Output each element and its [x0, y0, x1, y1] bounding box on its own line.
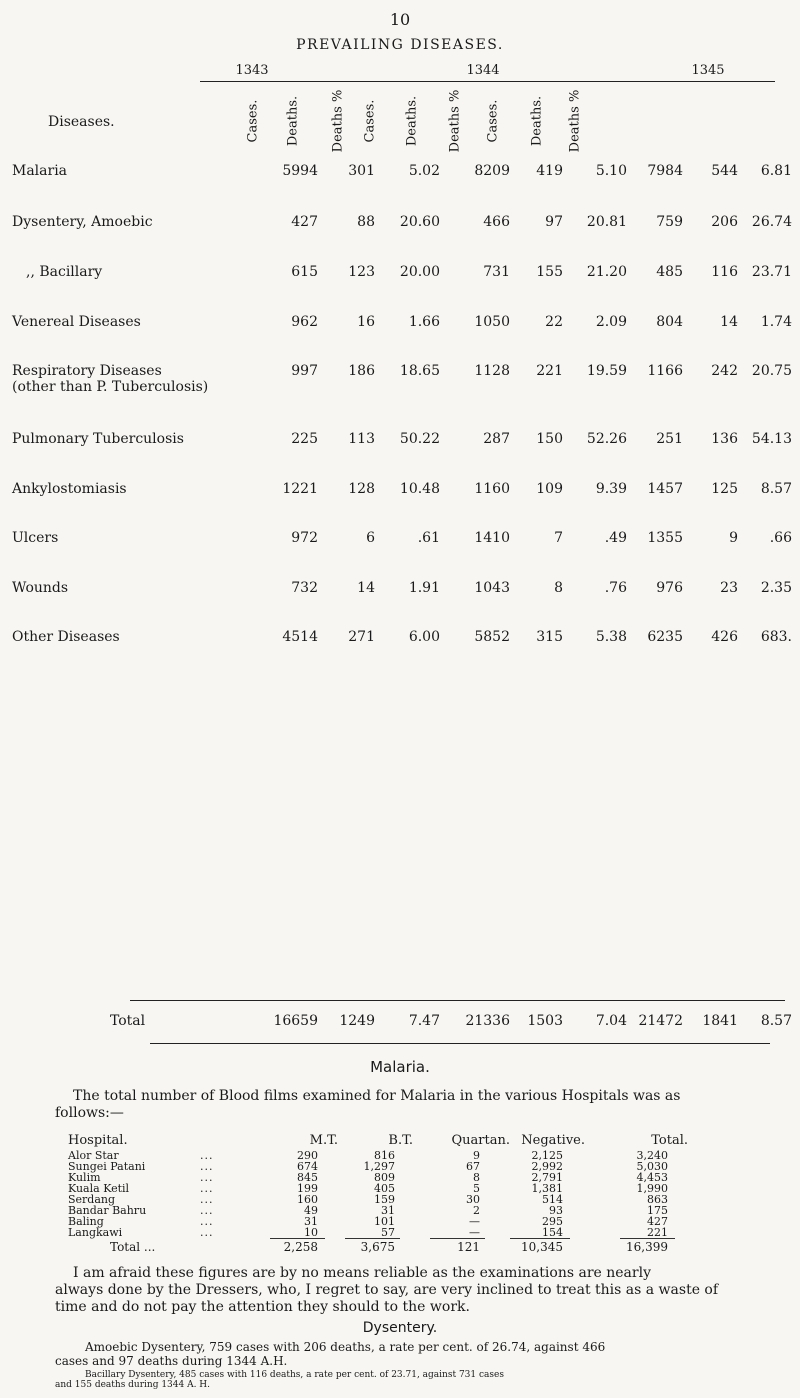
amoebic-line: cases and 97 deaths during 1344 A.H. [55, 1354, 288, 1368]
table-cell: 976 [656, 580, 683, 596]
table-cell: 544 [711, 163, 738, 179]
malaria-cell: 290 [297, 1149, 318, 1162]
malaria-cell: 93 [549, 1204, 563, 1217]
malaria-cell: 2,992 [531, 1160, 563, 1173]
malaria-cell: 9 [473, 1149, 480, 1162]
column-header-label: Cases. [485, 99, 501, 143]
column-header-label: Deaths % [330, 89, 346, 153]
table-cell: 116 [711, 264, 738, 280]
diseases-column-header: Diseases. [48, 114, 115, 130]
leader-dots: ... [200, 1182, 214, 1195]
table-cell: 8.57 [760, 1013, 792, 1029]
disease-name: Total [110, 1013, 146, 1029]
malaria-note [55, 1265, 745, 1316]
hospital-name: Langkawi [68, 1226, 123, 1239]
table-cell: 615 [291, 264, 318, 280]
malaria-column-header: Total. [651, 1133, 688, 1148]
malaria-column-header: B.T. [388, 1133, 413, 1148]
disease-name: Other Diseases [12, 629, 120, 645]
table-cell: 123 [348, 264, 375, 280]
malaria-cell: 514 [542, 1193, 563, 1206]
malaria-total-rule [270, 1238, 325, 1239]
total-bottom-rule [150, 1043, 770, 1044]
disease-name: ,, Bacillary [26, 264, 103, 280]
hospital-name: Serdang [68, 1193, 116, 1206]
table-cell: 7 [554, 530, 563, 546]
table-cell: 1.91 [408, 580, 440, 596]
malaria-column-header: Negative. [521, 1133, 585, 1148]
leader-dots: ... [200, 1215, 214, 1228]
bacillary-line: and 155 deaths during 1344 A. H. [55, 1380, 211, 1390]
table-cell: 1221 [282, 481, 318, 497]
leader-dots: ... [200, 1193, 214, 1206]
table-cell: 225 [291, 431, 318, 447]
malaria-total-cell: 10,345 [521, 1240, 563, 1254]
note-line: I am afraid these figures are by no means reliable as the examinations are nearly [73, 1265, 651, 1281]
malaria-cell: 2 [473, 1204, 480, 1217]
malaria-cell: 8 [473, 1171, 480, 1184]
year-headers [0, 63, 800, 79]
malaria-cell: 199 [297, 1182, 318, 1195]
table-cell: 997 [291, 363, 318, 379]
table-cell: 150 [536, 431, 563, 447]
table-cell: 18.65 [399, 363, 440, 379]
table-cell: 426 [711, 629, 738, 645]
column-header [278, 92, 308, 150]
table-cell: 759 [656, 214, 683, 230]
table-cell: 6 [366, 530, 375, 546]
table-cell: 287 [483, 431, 510, 447]
dysentery-heading: Dysentery. [362, 1320, 438, 1336]
table-cell: 20.60 [399, 214, 440, 230]
table-cell: 251 [656, 431, 683, 447]
leader-dots: ... [200, 1149, 214, 1162]
year-1343: 1343 [235, 63, 269, 78]
table-cell: 1355 [647, 530, 683, 546]
column-header-label: Deaths % [447, 89, 463, 153]
malaria-total-rule [510, 1238, 570, 1239]
table-cell: 20.81 [586, 214, 627, 230]
year-1345: 1345 [691, 63, 725, 78]
table-cell: 1.66 [408, 314, 440, 330]
column-header-label: Cases. [362, 99, 378, 143]
malaria-cell: — [469, 1226, 480, 1239]
table-cell: 22 [545, 314, 563, 330]
malaria-total-cell: 16,399 [626, 1240, 668, 1254]
table-cell: 8 [554, 580, 563, 596]
leader-dots: ... [200, 1160, 214, 1173]
malaria-total-label: Total ... [110, 1240, 156, 1254]
table-cell: 315 [536, 629, 563, 645]
table-cell: 5.02 [408, 163, 440, 179]
malaria-cell: 295 [542, 1215, 563, 1228]
table-cell: .61 [417, 530, 440, 546]
table-cell: 16659 [273, 1013, 318, 1029]
malaria-total-cell: 3,675 [360, 1240, 395, 1254]
amoebic-paragraph [55, 1340, 745, 1368]
table-cell: 6.81 [760, 163, 792, 179]
year-1344: 1344 [466, 63, 500, 78]
amoebic-line: Amoebic Dysentery, 759 cases with 206 deaths, a rate per cent. of 26.74, against 466 [85, 1340, 606, 1354]
table-cell: 16 [357, 314, 375, 330]
disease-name: Pulmonary Tuberculosis [12, 431, 184, 447]
malaria-cell: 67 [466, 1160, 480, 1173]
note-line: always done by the Dressers, who, I regret to say, are very inclined to treat this as a waste of [55, 1282, 719, 1298]
column-header-label: Deaths % [567, 89, 583, 153]
page-number: 10 [389, 10, 411, 29]
malaria-cell: 1,990 [636, 1182, 668, 1195]
column-header-label: Deaths. [529, 95, 545, 147]
table-cell: 1043 [474, 580, 510, 596]
table-cell: 14 [720, 314, 738, 330]
disease-name: Wounds [12, 580, 69, 596]
table-cell: 109 [536, 481, 563, 497]
table-cell: 8.57 [760, 481, 792, 497]
malaria-cell: — [469, 1215, 480, 1228]
table-cell: 972 [291, 530, 318, 546]
malaria-cell: 10 [304, 1226, 318, 1239]
table-cell: 206 [711, 214, 738, 230]
malaria-total-rule [620, 1238, 675, 1239]
malaria-cell: 160 [297, 1193, 318, 1206]
malaria-cell: 405 [374, 1182, 395, 1195]
leader-dots: ... [200, 1171, 214, 1184]
column-header [397, 92, 427, 150]
malaria-cell: 2,791 [531, 1171, 563, 1184]
malaria-cell: 30 [466, 1193, 480, 1206]
malaria-total-rule [345, 1238, 400, 1239]
table-cell: 6235 [647, 629, 683, 645]
malaria-heading: Malaria. [370, 1058, 430, 1076]
malaria-cell: 175 [647, 1204, 668, 1217]
malaria-intro-line: The total number of Blood films examined for Malaria in the various Hospitals was as [73, 1088, 681, 1104]
hospital-name: Kulim [68, 1171, 101, 1184]
malaria-cell: 221 [647, 1226, 668, 1239]
table-cell: 20.00 [399, 264, 440, 280]
page-title: PREVAILING DISEASES. [296, 37, 504, 53]
table-cell: 54.13 [751, 431, 792, 447]
malaria-total-cell: 2,258 [283, 1240, 318, 1254]
malaria-cell: 3,240 [636, 1149, 668, 1162]
malaria-cell: 863 [647, 1193, 668, 1206]
hospital-name: Alor Star [68, 1149, 119, 1162]
table-cell: 1160 [474, 481, 510, 497]
table-cell: 9 [729, 530, 738, 546]
disease-name: Venereal Diseases [12, 314, 141, 330]
table-cell: 1166 [647, 363, 683, 379]
malaria-cell: 2,125 [531, 1149, 563, 1162]
note-line: time and do not pay the attention they should to the work. [55, 1299, 470, 1315]
column-header [355, 92, 385, 150]
table-cell: 23.71 [751, 264, 792, 280]
table-cell: 683. [760, 629, 792, 645]
column-header [440, 89, 470, 153]
table-cell: 5994 [282, 163, 318, 179]
table-cell: 155 [536, 264, 563, 280]
table-cell: 9.39 [595, 481, 627, 497]
column-header [478, 92, 508, 150]
malaria-cell: 5 [473, 1182, 480, 1195]
table-cell: 125 [711, 481, 738, 497]
column-header [238, 92, 268, 150]
table-cell: 1503 [527, 1013, 563, 1029]
table-cell: 732 [291, 580, 318, 596]
malaria-cell: 101 [374, 1215, 395, 1228]
malaria-cell: 31 [381, 1204, 395, 1217]
malaria-total-cell: 121 [457, 1240, 480, 1254]
table-cell: 50.22 [399, 431, 440, 447]
table-cell: 1.74 [760, 314, 792, 330]
table-cell: 2.09 [595, 314, 627, 330]
header-rule [200, 81, 775, 82]
malaria-cell: 5,030 [636, 1160, 668, 1173]
column-header [323, 89, 353, 153]
table-cell: .49 [604, 530, 627, 546]
death-rate-line [55, 1394, 745, 1396]
disease-name: Respiratory Diseases [12, 363, 162, 379]
table-cell: .66 [769, 530, 792, 546]
table-cell: 1841 [702, 1013, 738, 1029]
table-cell: 4514 [282, 629, 318, 645]
table-cell: 962 [291, 314, 318, 330]
bacillary-paragraph [55, 1370, 745, 1390]
column-header-label: Cases. [245, 99, 261, 143]
table-cell: 7.47 [408, 1013, 440, 1029]
hospital-column-header: Hospital. [68, 1133, 128, 1148]
table-cell: 1128 [474, 363, 510, 379]
table-cell: 14 [357, 580, 375, 596]
table-cell: 7.04 [595, 1013, 627, 1029]
table-cell: 466 [483, 214, 510, 230]
table-cell: 301 [348, 163, 375, 179]
table-cell: 5.10 [595, 163, 627, 179]
malaria-cell: 4,453 [636, 1171, 668, 1184]
malaria-cell: 154 [542, 1226, 563, 1239]
disease-name: Malaria [12, 163, 68, 179]
column-header [560, 89, 590, 153]
malaria-cell: 57 [381, 1226, 395, 1239]
disease-name-subline: (other than P. Tuberculosis) [12, 379, 209, 395]
table-cell: 221 [536, 363, 563, 379]
table-cell: 419 [536, 163, 563, 179]
table-cell: 8209 [474, 163, 510, 179]
table-cell: 10.48 [399, 481, 440, 497]
table-cell: 5.38 [595, 629, 627, 645]
malaria-cell: 159 [374, 1193, 395, 1206]
malaria-total-rule [430, 1238, 485, 1239]
table-cell: 1457 [647, 481, 683, 497]
malaria-cell: 1,297 [363, 1160, 395, 1173]
malaria-column-header: Quartan. [451, 1133, 510, 1148]
total-top-rule [130, 1000, 785, 1001]
bacillary-line: Bacillary Dysentery, 485 cases with 116 deaths, a rate per cent. of 23.71, against 731 cases [85, 1370, 504, 1380]
malaria-intro [55, 1088, 745, 1122]
hospital-name: Kuala Ketil [68, 1182, 130, 1195]
table-cell: 6.00 [408, 629, 440, 645]
disease-name: Ankylostomiasis [12, 481, 127, 497]
disease-name: Dysentery, Amoebic [12, 214, 153, 230]
table-cell: 731 [483, 264, 510, 280]
column-header-label: Deaths. [285, 95, 301, 147]
table-cell: 88 [357, 214, 375, 230]
table-cell: 7984 [647, 163, 683, 179]
table-cell: 136 [711, 431, 738, 447]
table-cell: 23 [720, 580, 738, 596]
table-cell: .76 [604, 580, 627, 596]
table-cell: 5852 [474, 629, 510, 645]
table-cell: 804 [656, 314, 683, 330]
table-cell: 1249 [339, 1013, 375, 1029]
hospital-name: Sungei Patani [68, 1160, 146, 1173]
table-cell: 186 [348, 363, 375, 379]
table-cell: 113 [348, 431, 375, 447]
table-cell: 1050 [474, 314, 510, 330]
table-cell: 485 [656, 264, 683, 280]
malaria-cell: 31 [304, 1215, 318, 1228]
table-cell: 2.35 [760, 580, 792, 596]
table-cell: 242 [711, 363, 738, 379]
malaria-cell: 845 [297, 1171, 318, 1184]
column-header [522, 92, 552, 150]
table-cell: 271 [348, 629, 375, 645]
disease-name: Ulcers [12, 530, 59, 546]
table-cell: 427 [291, 214, 318, 230]
column-header-label: Deaths. [404, 95, 420, 147]
table-cell: 1410 [474, 530, 510, 546]
table-cell: 21472 [638, 1013, 683, 1029]
malaria-cell: 674 [297, 1160, 318, 1173]
table-cell: 128 [348, 481, 375, 497]
malaria-cell: 816 [374, 1149, 395, 1162]
malaria-cell: 1,381 [531, 1182, 563, 1195]
table-cell: 21.20 [586, 264, 627, 280]
malaria-cell: 427 [647, 1215, 668, 1228]
malaria-column-header: M.T. [309, 1133, 338, 1148]
table-cell: 52.26 [586, 431, 627, 447]
malaria-cell: 49 [304, 1204, 318, 1217]
table-cell: 97 [545, 214, 563, 230]
malaria-intro-line: follows:— [55, 1105, 124, 1121]
malaria-cell: 809 [374, 1171, 395, 1184]
table-cell: 26.74 [751, 214, 792, 230]
table-cell: 21336 [465, 1013, 510, 1029]
leader-dots: ... [200, 1204, 214, 1217]
hospital-name: Baling [68, 1215, 104, 1228]
leader-dots: ... [200, 1226, 214, 1239]
table-cell: 20.75 [751, 363, 792, 379]
hospital-name: Bandar Bahru [68, 1204, 147, 1217]
table-cell: 19.59 [586, 363, 627, 379]
